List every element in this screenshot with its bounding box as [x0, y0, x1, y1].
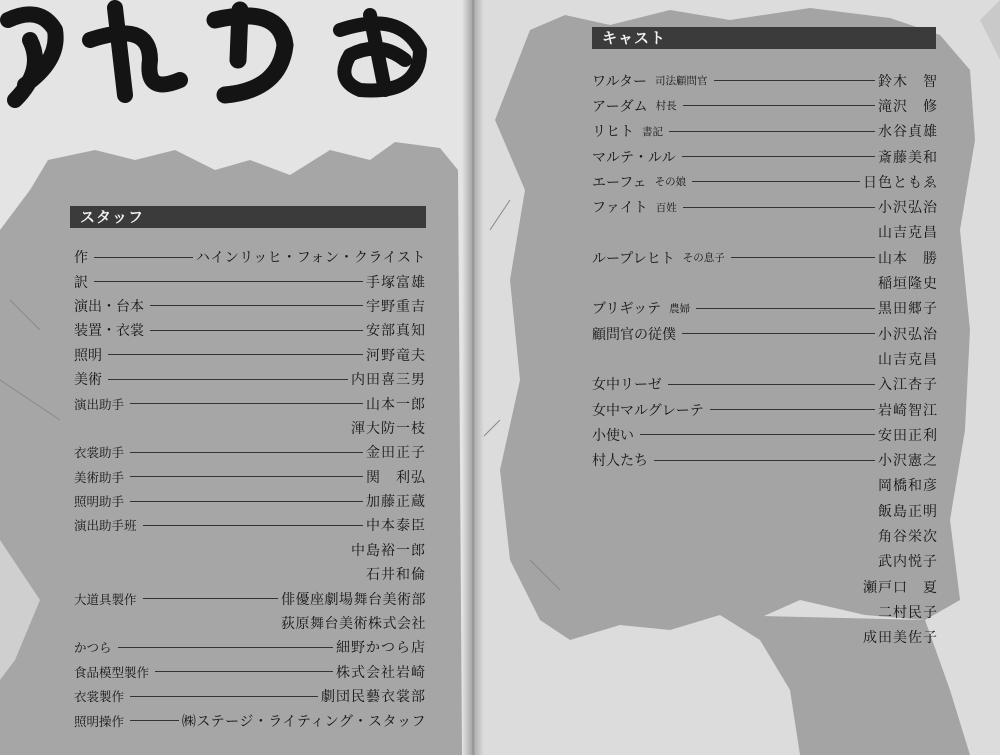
- staff-role: 作: [74, 250, 88, 267]
- cast-row: [592, 68, 938, 93]
- cast-name: 黒田郷子: [878, 301, 938, 318]
- staff-row: [74, 611, 426, 635]
- staff-list: [74, 245, 426, 733]
- staff-row: [74, 708, 426, 732]
- staff-role: 衣裳助手: [74, 445, 125, 461]
- staff-role: 大道具製作: [74, 591, 137, 607]
- cast-role-note: 村長: [655, 100, 677, 113]
- dotted-leader: [130, 501, 363, 502]
- staff-name: 渾大防一枝: [351, 420, 426, 437]
- staff-name: 関 利弘: [366, 469, 426, 486]
- dotted-leader: [682, 333, 875, 334]
- staff-name: 安部真知: [366, 323, 426, 340]
- staff-role: 照明助手: [74, 494, 125, 510]
- cast-name: 入江杏子: [878, 377, 938, 394]
- staff-row: [74, 318, 426, 342]
- cast-row: [592, 245, 938, 270]
- cast-row: [592, 346, 938, 371]
- dotted-leader: [143, 525, 363, 526]
- title-brush-lettering: [0, 0, 470, 110]
- cast-name: 岡橋和彦: [878, 478, 938, 495]
- cast-name: 日色ともゑ: [863, 174, 938, 191]
- cast-name: 小沢憲之: [878, 453, 938, 470]
- dotted-leader: [130, 696, 318, 697]
- cast-name: 武内悦子: [878, 554, 938, 571]
- cast-role: 顧問官の従僕: [592, 326, 676, 343]
- staff-name: ㈱ステージ・ライティング・スタッフ: [181, 713, 426, 730]
- dotted-leader: [130, 403, 363, 404]
- cast-name: 飯島正明: [878, 503, 938, 520]
- cast-role: 村人たち: [592, 453, 648, 470]
- cast-role: 女中マルグレーテ: [592, 402, 704, 419]
- dotted-leader: [692, 181, 860, 182]
- staff-name: 俳優座劇場舞台美術部: [281, 591, 426, 608]
- cast-name: 滝沢 修: [878, 98, 938, 115]
- cast-row: [592, 321, 938, 346]
- dotted-leader: [654, 460, 875, 461]
- cast-name: 鈴木 智: [878, 73, 938, 90]
- dotted-leader: [668, 384, 875, 385]
- cast-row: [592, 397, 938, 422]
- cast-row: [592, 599, 938, 624]
- staff-name: 中島裕一郎: [351, 542, 426, 559]
- dotted-leader: [150, 305, 363, 306]
- cast-role: ファイト: [592, 200, 648, 217]
- staff-row: [74, 416, 426, 440]
- cast-name: 小沢弘治: [878, 200, 938, 217]
- cast-role-note: 百姓: [655, 201, 677, 214]
- staff-name: 手塚富雄: [366, 274, 426, 291]
- cast-role-note: 書記: [642, 125, 663, 138]
- cast-row: [592, 523, 938, 548]
- staff-row: [74, 562, 426, 586]
- staff-role: 美術: [74, 372, 102, 389]
- staff-role: 訳: [74, 274, 88, 291]
- staff-name: 細野かつら店: [336, 640, 426, 657]
- cast-row: [592, 220, 938, 245]
- cast-role-note: その息子: [682, 252, 725, 265]
- dotted-leader: [130, 452, 363, 453]
- cast-row: [592, 422, 938, 447]
- dotted-leader: [714, 80, 875, 81]
- cast-list: [592, 68, 938, 650]
- cast-row: [592, 194, 938, 219]
- cast-row: [592, 93, 938, 118]
- cast-role: 女中リーゼ: [592, 377, 662, 394]
- staff-row: [74, 635, 426, 659]
- staff-row: [74, 269, 426, 293]
- cast-heading: キャスト: [592, 27, 936, 49]
- dotted-leader: [683, 105, 875, 106]
- cast-name: 小沢弘治: [878, 326, 938, 343]
- dotted-leader: [130, 720, 179, 721]
- dotted-leader: [108, 379, 348, 380]
- staff-name: 金田正子: [366, 445, 426, 462]
- dotted-leader: [731, 257, 875, 258]
- cast-name: 角谷栄次: [878, 528, 938, 545]
- left-page: [0, 0, 470, 755]
- cast-name: 二村民子: [878, 604, 938, 621]
- dotted-leader: [155, 671, 333, 672]
- dotted-leader: [682, 156, 875, 157]
- staff-name: ハインリッヒ・フォン・クライスト: [195, 250, 426, 267]
- staff-name: 山本一郎: [366, 396, 426, 413]
- cast-row: [592, 574, 938, 599]
- dotted-leader: [118, 647, 333, 648]
- cast-role: ワルター: [592, 73, 648, 90]
- staff-role: 照明: [74, 347, 102, 364]
- staff-name: 河野竜夫: [366, 347, 426, 364]
- staff-role: 装置・衣裳: [74, 323, 144, 340]
- cast-name: 山吉克昌: [878, 225, 938, 242]
- dotted-leader: [143, 598, 278, 599]
- cast-row: [592, 270, 938, 295]
- staff-row: [74, 367, 426, 391]
- cast-row: [592, 372, 938, 397]
- staff-role: 演出助手: [74, 396, 125, 412]
- cast-row: [592, 473, 938, 498]
- cast-row: [592, 119, 938, 144]
- staff-name: 加藤正蔵: [366, 494, 426, 511]
- cast-row: [592, 296, 938, 321]
- staff-name: 石井和倫: [366, 567, 426, 584]
- dotted-leader: [696, 308, 875, 309]
- staff-row: [74, 245, 426, 269]
- staff-row: [74, 465, 426, 489]
- staff-row: [74, 660, 426, 684]
- staff-role: 演出・台本: [74, 298, 144, 315]
- staff-name: 内田喜三男: [351, 372, 426, 389]
- staff-name: 株式会社岩崎: [336, 664, 426, 681]
- cast-role-note: その娘: [654, 176, 687, 189]
- dotted-leader: [108, 354, 363, 355]
- cast-name: 水谷貞雄: [878, 124, 938, 141]
- dotted-leader: [640, 434, 875, 435]
- cast-name: 安田正利: [878, 427, 938, 444]
- staff-name: 荻原舞台美術株式会社: [281, 616, 426, 633]
- cast-role: ブリギッテ: [592, 301, 662, 318]
- dotted-leader: [150, 330, 363, 331]
- cast-role: ループレヒト: [592, 250, 675, 267]
- book-gutter: [462, 0, 484, 755]
- cast-row: [592, 144, 938, 169]
- cast-role: リヒト: [592, 124, 634, 141]
- cast-name: 岩崎智江: [878, 402, 938, 419]
- staff-row: [74, 440, 426, 464]
- staff-role: 演出助手班: [74, 518, 137, 534]
- staff-role: 衣裳製作: [74, 689, 125, 705]
- cast-role: 小使い: [592, 427, 634, 444]
- cast-name: 山吉克昌: [878, 351, 938, 368]
- staff-row: [74, 513, 426, 537]
- dotted-leader: [130, 476, 363, 477]
- dotted-leader: [683, 207, 875, 208]
- staff-row: [74, 684, 426, 708]
- staff-row: [74, 538, 426, 562]
- cast-role: アーダム: [592, 98, 648, 115]
- cast-row: [592, 447, 938, 472]
- staff-row: [74, 489, 426, 513]
- dotted-leader: [94, 281, 363, 282]
- dotted-leader: [669, 131, 875, 132]
- staff-heading: スタッフ: [70, 206, 426, 228]
- staff-role: 照明操作: [74, 713, 125, 729]
- cast-row: [592, 625, 938, 650]
- cast-row: [592, 169, 938, 194]
- cast-role: エーフェ: [592, 174, 647, 191]
- dotted-leader: [710, 409, 875, 410]
- dotted-leader: [94, 257, 193, 258]
- cast-row: [592, 498, 938, 523]
- staff-row: [74, 391, 426, 415]
- cast-name: 山本 勝: [878, 250, 938, 267]
- cast-name: 稲垣隆史: [878, 276, 938, 293]
- cast-role: マルテ・ルル: [592, 149, 676, 166]
- staff-name: 中本泰臣: [366, 518, 426, 535]
- staff-row: [74, 343, 426, 367]
- cast-role-note: 司法顧問官: [655, 75, 708, 88]
- staff-name: 宇野重吉: [366, 298, 426, 315]
- staff-role: 美術助手: [74, 469, 125, 485]
- cast-row: [592, 549, 938, 574]
- staff-role: 食品模型製作: [74, 664, 150, 680]
- cast-name: 瀬戸口 夏: [863, 579, 938, 596]
- staff-role: かつら: [74, 640, 112, 656]
- staff-row: [74, 294, 426, 318]
- cast-name: 成田美佐子: [863, 630, 938, 647]
- cast-role-note: 農婦: [669, 302, 691, 315]
- cast-name: 斎藤美和: [878, 149, 938, 166]
- staff-name: 劇団民藝衣裳部: [321, 689, 426, 706]
- staff-row: [74, 586, 426, 610]
